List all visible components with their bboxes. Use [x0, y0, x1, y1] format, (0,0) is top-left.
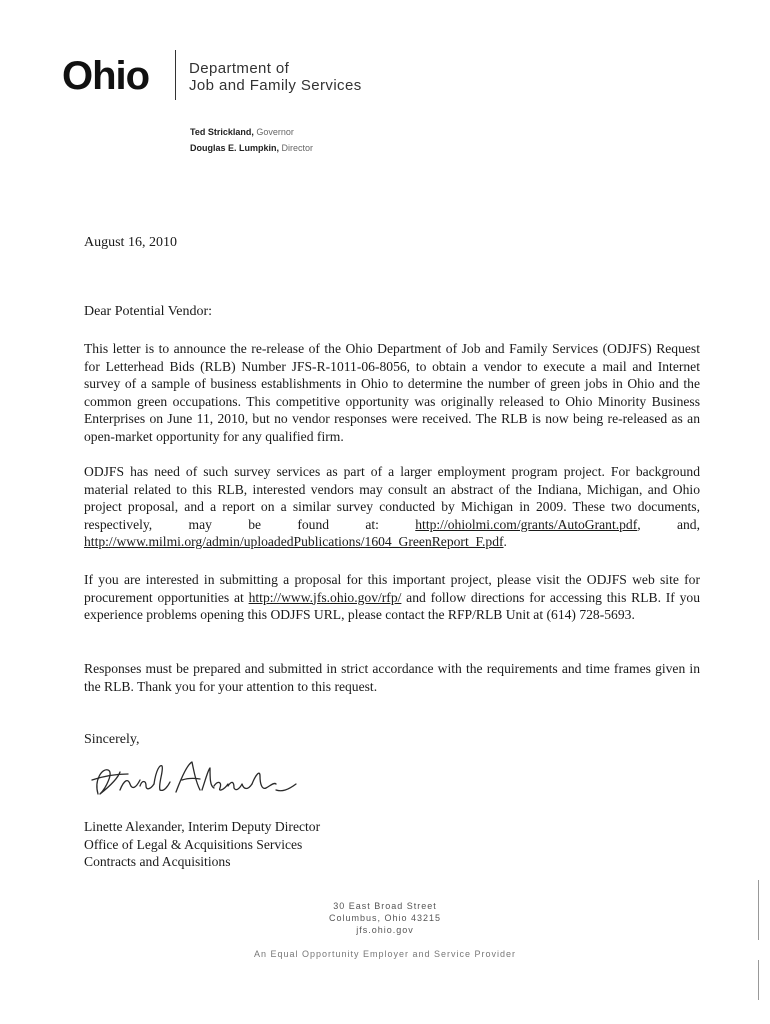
officials-list [190, 124, 450, 156]
scan-margin-mark [758, 880, 759, 940]
paragraph-2-text-2: , and, [637, 516, 700, 532]
official-1-name: Ted Strickland, [190, 127, 254, 137]
green-report-pdf-link[interactable]: http://www.milmi.org/admin/uploadedPublications/1604_GreenReport_F.pdf [84, 534, 504, 549]
department-line-1: Department of [189, 60, 290, 77]
footer-address-street: 30 East Broad Street [333, 901, 437, 911]
paragraph-3-text-2: and follow directions for accessing this RLB. If you experience problems opening this ODJFS URL, please contact the RFP/RLB Unit at (614) 728-5693. [84, 589, 701, 622]
paragraph-2-text-3: . [503, 534, 507, 549]
official-director [190, 140, 450, 156]
official-2-name: Douglas E. Lumpkin, [190, 143, 280, 153]
autogrant-pdf-link[interactable]: http://ohiolmi.com/grants/AutoGrant.pdf [415, 516, 638, 532]
footer-tagline: An Equal Opportunity Employer and Service Provider [253, 949, 517, 959]
signer-name: Linette Alexander, Interim Deputy Director [84, 819, 321, 834]
official-2-role: Director [281, 143, 314, 153]
signer-unit: Contracts and Acquisitions [84, 854, 231, 869]
footer-website: jfs.ohio.gov [356, 925, 414, 935]
paragraph-3 [84, 571, 700, 624]
logo-divider [175, 50, 176, 100]
paragraph-2 [84, 463, 700, 551]
signature-block [84, 818, 320, 871]
scan-margin-mark-lower [758, 960, 759, 1000]
handwritten-signature [84, 750, 304, 810]
department-name [189, 60, 449, 94]
signer-office: Office of Legal & Acquisitions Services [84, 836, 303, 852]
paragraph-4: Responses must be prepared and submitted in strict accordance with the requirements and time frames given in the RLB. Thank you for your attention to this request. [84, 661, 700, 694]
letter-date: August 16, 2010 [84, 235, 177, 250]
paragraph-2-text-1: ODJFS has need of such survey services as part of a larger employment program project. For background material related to this RLB, interested vendors may consult an abstract of the Indiana, Michigan, and Ohio project proposal, and a report on a similar survey conducted by Michigan in 2009. These two documents, respectively, may be found at: [84, 464, 700, 532]
paragraph-1: This letter is to announce the re-release of the Ohio Department of Job and Family Services (ODJFS) Request for Letterhead Bids (RLB) Number JFS-R-1011-06-8056, to obtain a vendor to execute a mail and Internet survey of a sample of business establishments in Ohio to determine the number of green jobs in Ohio and the common green occupations. This competitive opportunity was originally released to Ohio Minority Business Enterprises on June 11, 2010, but no vendor responses were received. The RLB is now being re-released as an open-market opportunity for any qualified firm. [84, 341, 700, 444]
footer-address-city: Columbus, Ohio 43215 [328, 913, 442, 923]
letter-footer [0, 900, 770, 960]
salutation: Dear Potential Vendor: [84, 304, 213, 319]
official-governor [190, 124, 450, 140]
closing: Sincerely, [84, 732, 140, 747]
ohio-logo: Ohio [62, 54, 150, 98]
department-line-2: Job and Family Services [189, 77, 362, 94]
paragraph-3-text-1: If you are interested in submitting a proposal for this important project, please visit the ODJFS web site for procurement opportunities at [84, 572, 700, 605]
rfp-site-link[interactable]: http://www.jfs.ohio.gov/rfp/ [248, 589, 402, 605]
official-1-role: Governor [256, 127, 294, 137]
